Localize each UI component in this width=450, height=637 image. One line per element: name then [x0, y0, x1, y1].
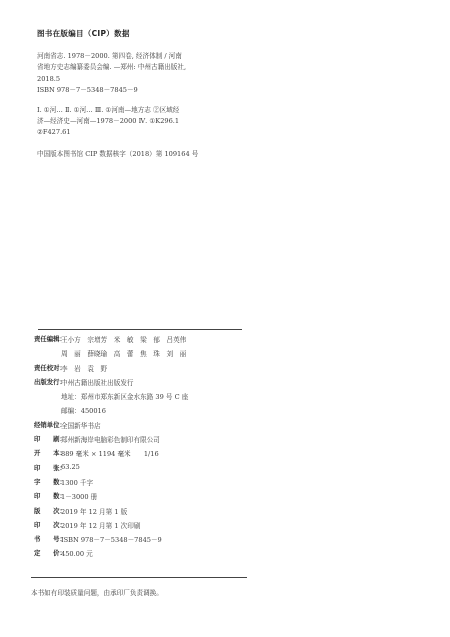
imprint-row	[34, 548, 334, 562]
section-divider	[38, 329, 242, 330]
imprint-row	[34, 448, 334, 462]
imprint-label: 责任编辑：	[34, 335, 66, 343]
imprint-row	[34, 363, 334, 377]
footer-note: 本书如有印装质量问题，由承印厂负责调换。	[31, 589, 163, 597]
imprint-label: 印 刷：	[34, 435, 66, 444]
imprint-value: 李 岩 袁 野	[61, 364, 108, 373]
imprint-value: 889 毫米 × 1194 毫米 1/16	[61, 450, 159, 459]
imprint-row	[34, 534, 334, 548]
imprint-label: 责任校对：	[34, 363, 66, 372]
imprint-value: ISBN 978－7－5348－7845－9	[61, 536, 162, 545]
imprint-label: 经销单位：	[34, 420, 66, 429]
cip-subject-line: ②F427.61	[37, 128, 71, 137]
cip-line: 省地方史志编纂委员会编. —郑州: 中州古籍出版社,	[37, 63, 187, 72]
imprint-block	[34, 334, 334, 563]
imprint-row	[34, 463, 334, 477]
footer-divider	[31, 577, 247, 578]
imprint-row	[34, 520, 334, 534]
imprint-label: 书 号：	[34, 535, 66, 544]
imprint-row	[34, 420, 334, 434]
imprint-label: 印 次：	[34, 520, 66, 529]
imprint-row	[34, 506, 334, 520]
imprint-row	[34, 405, 334, 419]
imprint-row	[34, 377, 334, 391]
cip-subject-line: Ⅰ. ①河… Ⅱ. ①河… Ⅲ. ①河南—地方志 ②区域经	[37, 105, 180, 114]
imprint-value: 郑州新海岸电脑彩色制印有限公司	[61, 436, 160, 445]
cip-line: 2018.5	[37, 74, 61, 83]
imprint-row	[34, 477, 334, 491]
imprint-label: 印 数：	[34, 492, 66, 501]
imprint-value: 63.25	[61, 462, 80, 471]
imprint-label: 出版发行：	[34, 377, 66, 386]
imprint-value: 2019 年 12 月第 1 次印刷	[61, 521, 141, 530]
cip-block	[37, 28, 277, 160]
imprint-label: 版 次：	[34, 506, 66, 515]
imprint-label: 印 张：	[34, 463, 66, 472]
imprint-label: 开 本：	[34, 449, 66, 458]
imprint-value: 中州古籍出版社出版发行	[61, 378, 134, 387]
imprint-value: 1－3000 册	[61, 493, 98, 502]
imprint-value: 王小方 宗增芳 米 敏 梁 郁 吕英伟	[61, 336, 187, 344]
imprint-value: 周 丽 薛晓瑜 高 蕾 焦 珠 刘 丽	[61, 350, 187, 359]
cip-subject-line: 济—经济史—河南—1978－2000 Ⅳ. ①K296.1	[37, 117, 180, 126]
cip-line: 河南省志. 1978－2000. 第四卷, 经济体制 / 河南	[37, 52, 182, 60]
imprint-label: 字 数：	[34, 477, 66, 486]
imprint-row	[34, 348, 334, 362]
imprint-row	[34, 491, 334, 505]
imprint-label: 定 价：	[34, 549, 66, 558]
cip-number: 中国版本图书馆 CIP 数据核字（2018）第 109164 号	[37, 149, 199, 158]
imprint-value: 2019 年 12 月第 1 版	[61, 507, 128, 516]
imprint-value: 全国新华书店	[61, 421, 101, 430]
imprint-value: 1300 千字	[61, 478, 94, 487]
imprint-value: 地址：郑州市郑东新区金水东路 39 号 C 座	[61, 393, 189, 402]
imprint-value: 450.00 元	[61, 550, 93, 559]
imprint-row	[34, 334, 334, 348]
imprint-row	[34, 434, 334, 448]
cip-isbn: ISBN 978－7－5348－7845－9	[37, 86, 138, 95]
imprint-value: 邮编：450016	[61, 407, 106, 416]
cip-title: 图书在版编目（CIP）数据	[37, 29, 130, 38]
imprint-row	[34, 391, 334, 405]
